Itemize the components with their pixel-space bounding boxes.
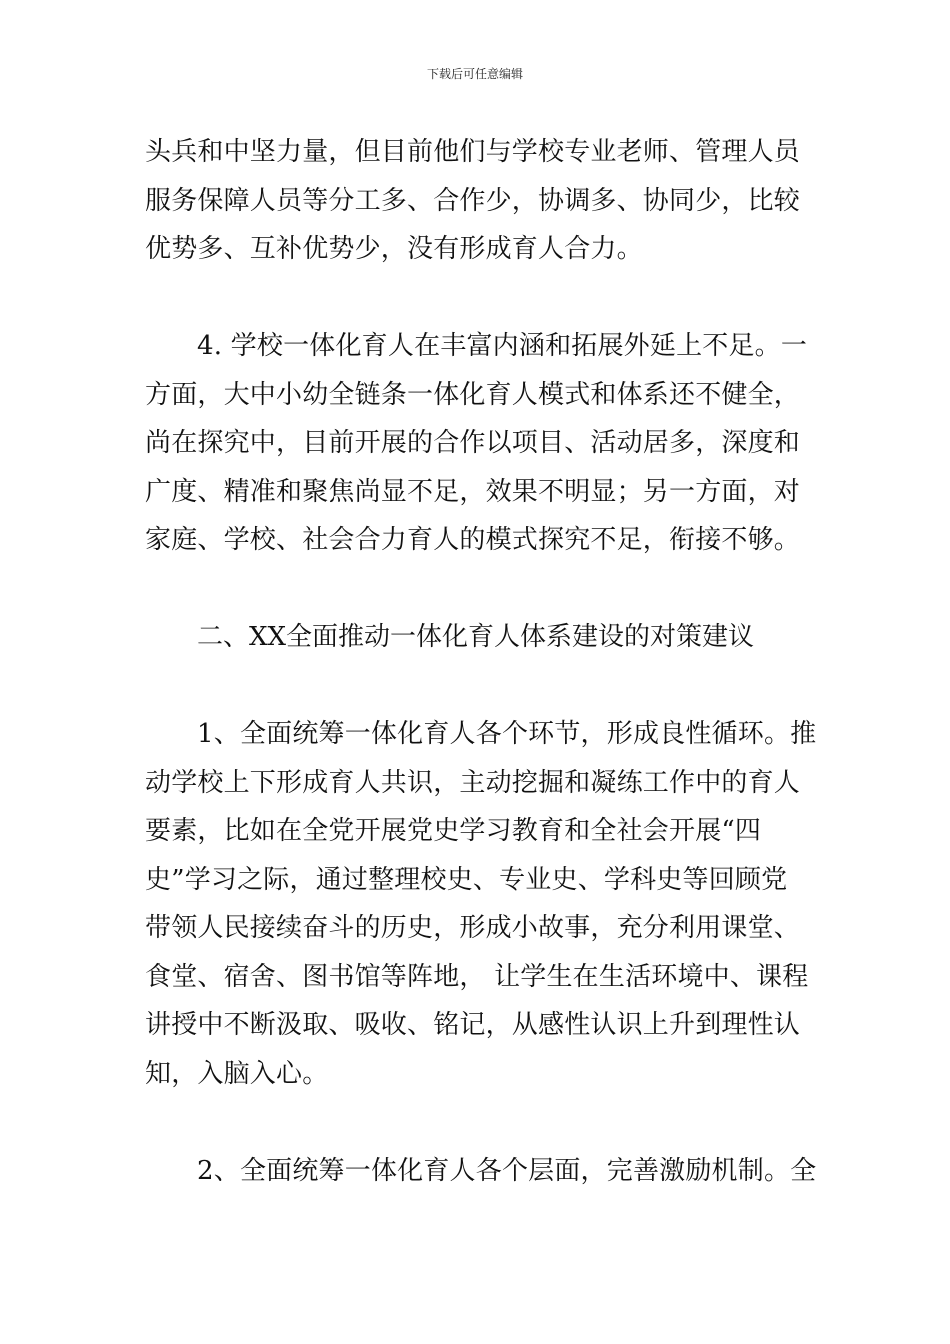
paragraph-point-2 <box>145 1147 817 1196</box>
text-line: 要素，比如在全党开展党史学习教育和全社会开展“四 <box>145 816 762 846</box>
document-body <box>145 128 817 1195</box>
text-line: 家庭、学校、社会合力育人的模式探究不足，衔接不够。 <box>145 525 801 555</box>
text-line: 尚在探究中，目前开展的合作以项目、活动居多，深度和 <box>145 428 801 458</box>
paragraph-gap <box>145 662 810 711</box>
text-line: 优势多、互补优势少，没有形成育人合力。 <box>145 234 643 264</box>
text-line: 4. 学校一体化育人在丰富内涵和拓展外延上不足。一 <box>197 331 808 361</box>
text-line: 广度、精准和聚焦尚显不足，效果不明显；另一方面，对 <box>145 476 801 507</box>
text-line: 1、全面统筹一体化育人各个环节，形成良性循环。推 <box>197 719 817 749</box>
text-line: 食堂、宿舍、图书馆等阵地， 让学生在生活环境中、课程 <box>145 961 809 992</box>
text-line: 讲授中不断汲取、吸收、铭记，从感性认识上升到理性认 <box>145 1010 801 1040</box>
text-line: 头兵和中坚力量，但目前他们与学校专业老师、管理人员 <box>145 137 801 167</box>
paragraph-point-1 <box>145 710 817 1098</box>
text-line: 服务保障人员等分工多、合作少，协调多、协同少，比较 <box>145 185 801 216</box>
text-line: 方面，大中小幼全链条一体化育人模式和体系还不健全， <box>145 379 801 410</box>
text-line: 史”学习之际，通过整理校史、专业史、学科史等回顾党 <box>145 864 788 895</box>
paragraph-point-4 <box>145 322 810 565</box>
text-line: 知，入脑入心。 <box>145 1058 329 1089</box>
paragraph-gap <box>145 274 810 323</box>
page-header: 下载后可任意编辑 <box>426 67 523 81</box>
text-line: 动学校上下形成育人共识，主动挖掘和凝练工作中的育人 <box>145 767 801 798</box>
text-line: 2、全面统筹一体化育人各个层面，完善激励机制。全 <box>197 1155 817 1186</box>
section-heading: 二、XX全面推动一体化育人体系建设的对策建议 <box>197 622 755 652</box>
paragraph-gap <box>145 565 810 614</box>
paragraph-gap <box>145 1098 810 1147</box>
paragraph-continuation <box>145 128 810 274</box>
text-line: 带领人民接续奋斗的历史，形成小故事，充分利用课堂、 <box>145 913 801 943</box>
